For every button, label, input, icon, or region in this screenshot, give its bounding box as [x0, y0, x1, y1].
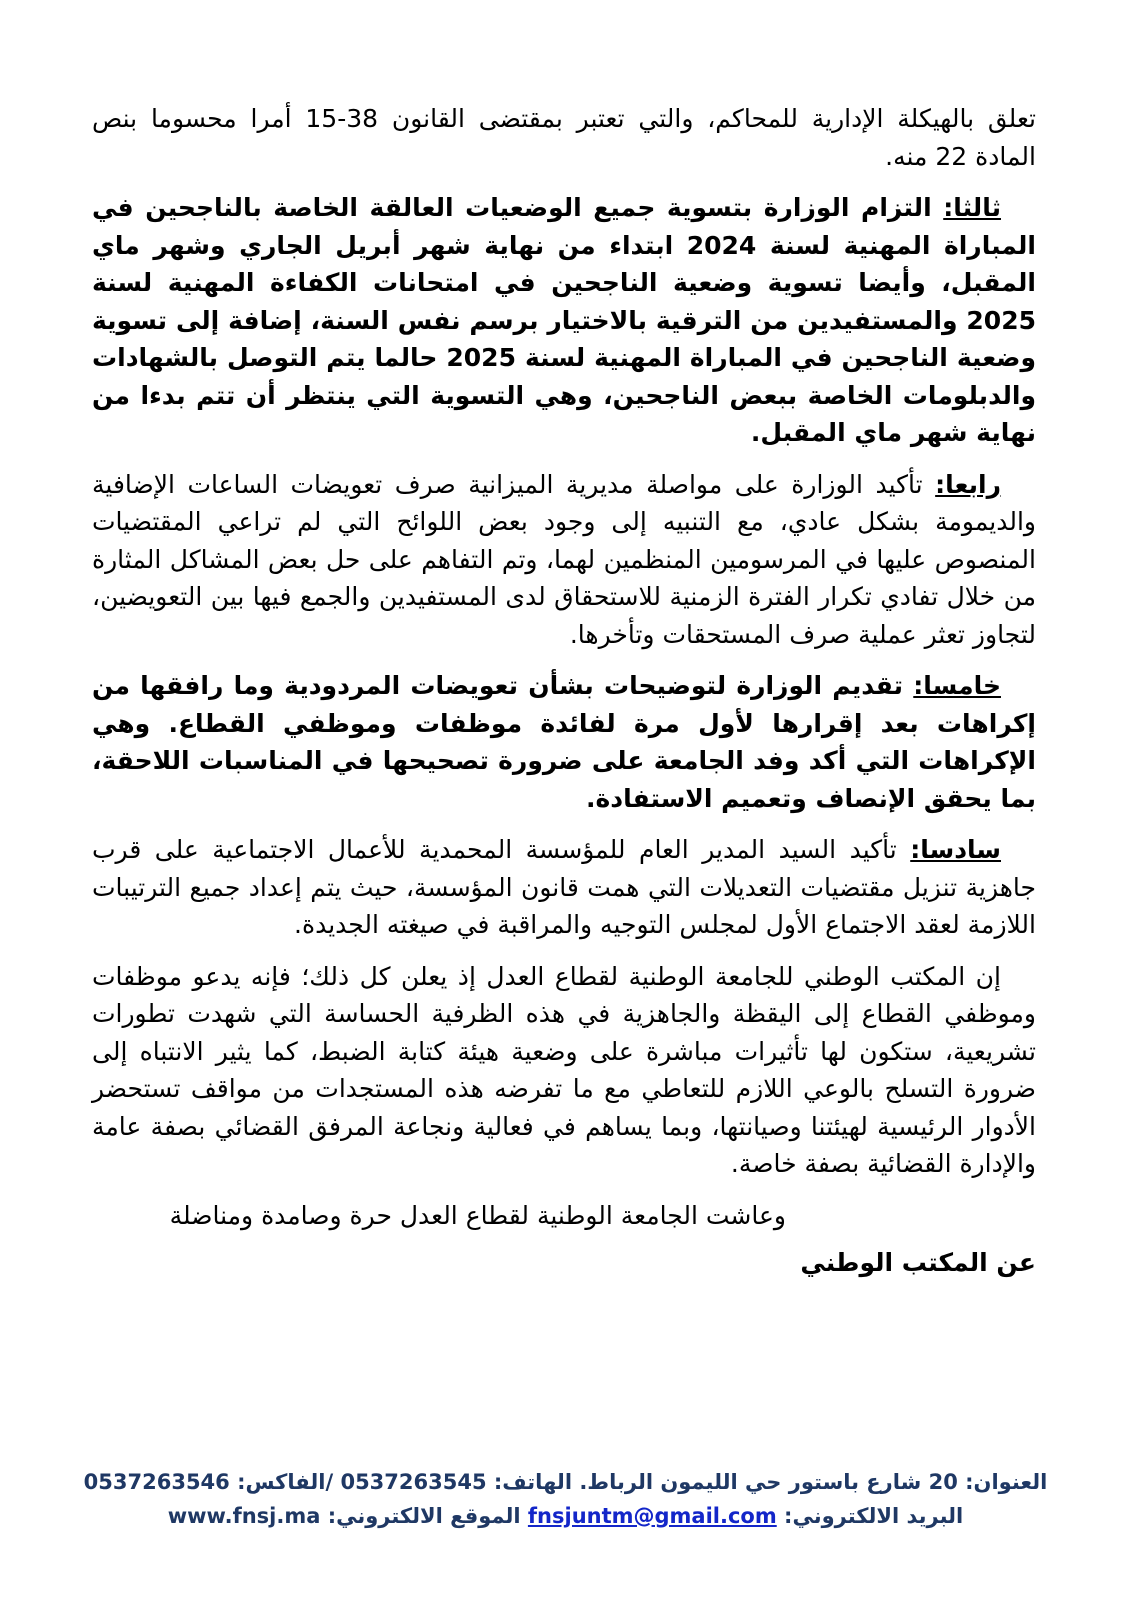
footer-website-text: www.fnsj.ma [167, 1503, 321, 1528]
paragraph-text: وعاشت الجامعة الوطنية لقطاع العدل حرة وصامدة ومناضلة [169, 1200, 786, 1230]
paragraph-continuation [92, 100, 1036, 175]
paragraph-text: تأكيد الوزارة على مواصلة مديرية الميزانية صرف تعويضات الساعات الإضافية والديمومة بشكل عادي، مع التنبيه إلى وجود بعض اللوائح التي لم تراعي المقتضيات المنصوص عليها في المرسومين المنظمين لهما، وتم التفاهم على حل بعض المشاكل المثارة من خلال تفادي تكرار الفترة الزمنية للاستحقاق لدى المستفيدين والجمع فيها بين التعويضين، لتجاوز تعثر عملية صرف المستحقات وتأخرها. [92, 469, 1036, 649]
paragraph-text: تقديم الوزارة لتوضيحات بشأن تعويضات المردودية وما رافقها من إكراهات بعد إقرارها لأول مرة لفائدة موظفات وموظفي القطاع. وهي الإكراهات التي أكد وفد الجامعة على ضرورة تصحيحها في المناسبات اللاحقة، بما يحقق الإنصاف وتعميم الاستفادة. [92, 671, 1036, 813]
section-fourthly-heading: رابعا: [935, 469, 1001, 499]
section-thirdly-heading: ثالثا: [943, 193, 1001, 222]
footer-email-link[interactable]: fnsjuntm@gmail.com [527, 1503, 777, 1528]
page-footer [0, 1466, 1131, 1533]
paragraph-text: التزام الوزارة بتسوية جميع الوضعيات العالقة الخاصة بالناجحين في المباراة المهنية لسنة 2024 ابتداء من نهاية شهر أبريل الجاري وشهر ماي المقبل، وأيضا تسوية وضعية الناجحين في امتحانات الكفاءة المهنية لسنة 2025 والمستفيدين من الترقية بالاختيار برسم نفس السنة، إضافة إلى تسوية وضعية الناجحين في المباراة المهنية لسنة 2025 حالما يتم التوصل بالشهادات والدبلومات الخاصة ببعض الناجحين، وهي التسوية التي ينتظر أن تتم بدءا من نهاية شهر ماي المقبل. [92, 193, 1037, 447]
section-fifthly [92, 667, 1036, 817]
section-fifthly-heading: خامسا: [913, 671, 1001, 700]
paragraph-text: تعلق بالهيكلة الإدارية للمحاكم، والتي تعتبر بمقتضى القانون 38-15 أمرا محسوما بنص المادة 22 منه. [92, 104, 1036, 171]
footer-address-line [0, 1466, 1131, 1500]
section-thirdly [92, 189, 1036, 452]
signature-line [92, 1244, 1036, 1282]
paragraph-salute [92, 1197, 1036, 1235]
footer-site-label: الموقع الالكتروني: [327, 1503, 521, 1528]
signature-text: عن المكتب الوطني [800, 1248, 1036, 1277]
section-sixthly-heading: سادسا: [910, 835, 1001, 864]
footer-contact-line [0, 1500, 1131, 1534]
footer-address-text: العنوان: 20 شارع باستور حي الليمون الرباط. الهاتف: 0537263545 /الفاكس: 0537263546 [83, 1470, 1048, 1494]
paragraph-text: إن المكتب الوطني للجامعة الوطنية لقطاع العدل إذ يعلن كل ذلك؛ فإنه يدعو موظفات وموظفي القطاع إلى اليقظة والجاهزية في هذه الظرفية الحساسة التي شهدت تطورات تشريعية، ستكون لها تأثيرات مباشرة على وضعية هيئة كتابة الضبط، كما يثير الانتباه إلى ضرورة التسلح بالوعي اللازم للتعاطي مع ما تفرضه هذه المستجدات من مواقف تستحضر الأدوار الرئيسية لهيئتنا وصيانتها، وبما يساهم في فعالية ونجاعة المرفق القضائي بصفة عامة والإدارة القضائية بصفة خاصة. [92, 961, 1036, 1178]
footer-email-label: البريد الالكتروني: [784, 1503, 964, 1528]
paragraph-text: تأكيد السيد المدير العام للمؤسسة المحمدية للأعمال الاجتماعية على قرب جاهزية تنزيل مقتضيات التعديلات التي همت قانون المؤسسة، حيث يتم إعداد جميع الترتيبات اللازمة لعقد الاجتماع الأول لمجلس التوجيه والمراقبة في صيغته الجديدة. [92, 835, 1036, 939]
section-sixthly [92, 831, 1036, 944]
paragraph-closing-appeal [92, 958, 1036, 1183]
section-fourthly [92, 466, 1036, 654]
